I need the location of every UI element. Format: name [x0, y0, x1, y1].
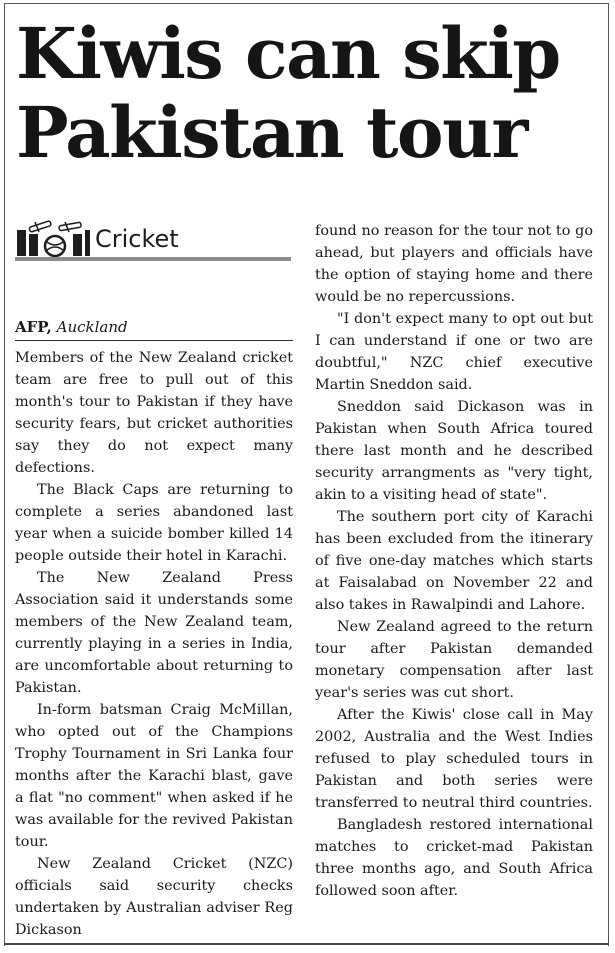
- paragraph: The New Zealand Press Association said it understands some members of the New Zealand team, currently playing in a series in India, are uncomfortable about returning to Pakistan.: [15, 570, 293, 696]
- paragraph: found no reason for the tour not to go ahead, but players and officials have the option of staying home and there would be no repercussions.: [315, 223, 593, 305]
- paragraph: New Zealand Cricket (NZC) officials said security checks undertaken by Australian adviser Reg Dickason: [15, 856, 293, 938]
- paragraph: "I don't expect many to opt out but I can understand if one or two are doubtful," NZC chief executive Martin Sneddon said.: [315, 311, 593, 393]
- section-label: Cricket: [95, 225, 179, 253]
- headline: Kiwis can skip Pakistan tour: [16, 12, 560, 174]
- cricket-logo-icon: [15, 220, 91, 258]
- left-body: [15, 347, 293, 941]
- byline-agency: AFP,: [15, 318, 52, 336]
- paragraph: The southern port city of Karachi has been excluded from the itinerary of five one-day matches which starts at Faisalabad on November 22 and also takes in Rawalpindi and Lahore.: [315, 509, 593, 613]
- left-column: [15, 220, 293, 941]
- paragraph: In-form batsman Craig McMillan, who opted out of the Champions Trophy Tournament in Sri Lanka four months after the Karachi blast, gave a flat "no comment" when asked if he was available for the revived Pakistan tour.: [15, 702, 293, 850]
- section-logo: [15, 220, 293, 260]
- byline-location: Auckland: [56, 318, 128, 336]
- bottom-rule: [4, 943, 609, 945]
- paragraph: After the Kiwis' close call in May 2002, Australia and the West Indies refused to play scheduled tours in Pakistan and both series were transferred to neutral third countries.: [315, 707, 593, 811]
- paragraph: Bangladesh restored international matches to cricket-mad Pakistan three months ago, and South Africa followed soon after.: [315, 817, 593, 899]
- paragraph: The Black Caps are returning to complete a series abandoned last year when a suicide bomber killed 14 people outside their hotel in Karachi.: [15, 482, 293, 564]
- byline: [15, 318, 293, 341]
- right-column: [315, 220, 593, 902]
- paragraph: Sneddon said Dickason was in Pakistan when South Africa toured there last month and he described security arrangments as "very tight, akin to a visiting head of state".: [315, 399, 593, 503]
- section-rule: [15, 257, 291, 261]
- paragraph: Members of the New Zealand cricket team are free to pull out of this month's tour to Pakistan if they have security fears, but cricket authorities say they do not expect many defections.: [15, 350, 293, 476]
- paragraph: New Zealand agreed to the return tour after Pakistan demanded monetary compensation after last year's series was cut short.: [315, 619, 593, 701]
